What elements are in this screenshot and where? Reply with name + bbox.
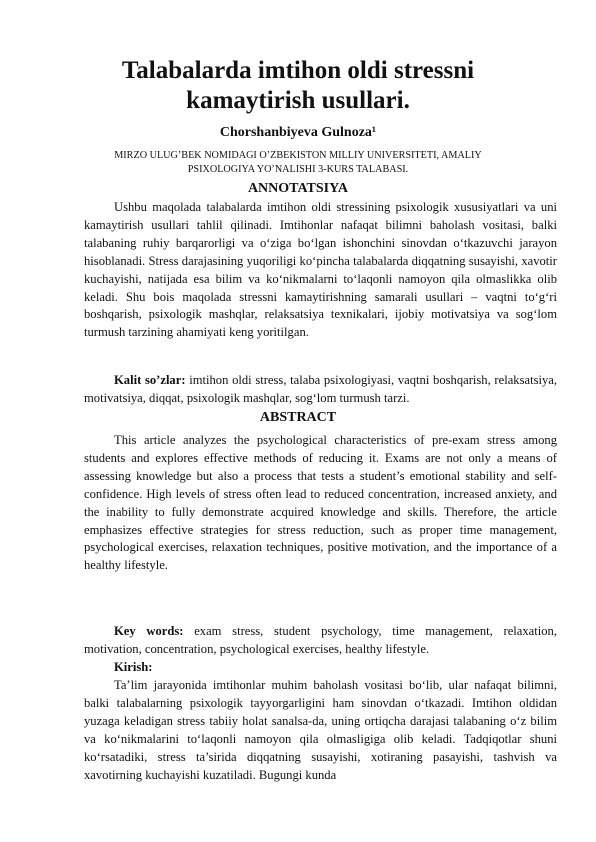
keywords-label: Kalit so’zlar:: [114, 373, 186, 387]
abstract-keywords: [84, 623, 557, 659]
abstract-text: This article analyzes the psychological characteristics of pre-exam stress among students and explores effective methods of reducing it. Exams are not only a means of assessing knowledge but also a process that tests a student’s emotional stability and self-confidence. High levels of stress often lead to reduced concentration, increased anxiety, and the inability to fully demonstrate acquired knowledge and skills. Therefore, the article emphasizes effective strategies for stress reduction, such as proper time management, psychological exercises, relaxation techniques, positive motivation, and the importance of a healthy lifestyle.: [84, 433, 557, 573]
intro-heading-label: Kirish:: [114, 660, 153, 674]
author-affiliation: MIRZO ULUG’BEK NOMIDAGI O’ZBEKISTON MILLIY UNIVERSITETI, AMALIY PSIXOLOGIYA YO’NALISHI 3-KURS TALABASI.: [114, 150, 482, 175]
intro-text: Ta’lim jarayonida imtihonlar muhim baholash vositasi bo‘lib, ular nafaqat bilimni, balki talabalarning psixologik tayyorgarligini ham sinovdan o‘tkazadi. Imtihon oldidan yuzaga keladigan stress tabiiy holat sanalsa-da, uning ortiqcha darajasi talabaning o‘z bilim va ko‘nikmalarini to‘laqonli namoyon qila olmasligiga olib keladi. Tadqiqotlar shuni ko‘rsatadiki, stress ta’sirida diqqatning susayishi, xotiraning pasayishi, tashvish va xavotirning kuchayishi kuzatiladi. Bugungi kunda: [84, 678, 557, 782]
keywords-text: imtihon oldi stress, talaba psixologiyasi, vaqtni boshqarish, relaksatsiya, motivatsiya, diqqat, psixologik mashqlar, sog‘lom turmush tarzi.: [84, 373, 558, 405]
annotation-heading: ANNOTATSIYA: [247, 181, 349, 196]
intro-heading: [84, 659, 557, 677]
annotation-keywords: [84, 372, 557, 408]
abstract-heading: ABSTRACT: [259, 410, 337, 425]
author-name: Chorshanbiyeva Gulnoza¹: [219, 125, 377, 140]
article-title: Talabalarda imtihon oldi stressni kamaytirish usullari.: [121, 57, 475, 114]
annotation-text: Ushbu maqolada talabalarda imtihon oldi stressining psixologik xususiyatlari va uni kamaytirish usullari tahlil qilinadi. Imtihonlar nafaqat bilimni baholash vositasi, balki talabaning ruhiy barqarorligi va o‘ziga bo‘lgan ishonchini sinovdan o‘tkazuvchi jarayon hisoblanadi. Stress darajasining yuqoriligi ko‘pincha talabalarda diqqatning susayishi, xavotir kuchayishi, natijada esa bilim va ko‘nikmalarni to‘laqonli namoyon qila olmaslikka olib keladi. Shu bois maqolada stressni kamaytirishning samarali usullari – vaqtni to‘g‘ri boshqarish, psixologik mashqlar, relaksatsiya texnikalari, ijobiy motivatsiya va sog‘lom turmush tarzining ahamiyati keng yoritilgan.: [84, 200, 557, 340]
key-words-label: Key words:: [114, 624, 184, 638]
key-words-text: exam stress, student psychology, time management, relaxation, motivation, concentration, psychological exercises, healthy lifestyle.: [84, 624, 557, 656]
